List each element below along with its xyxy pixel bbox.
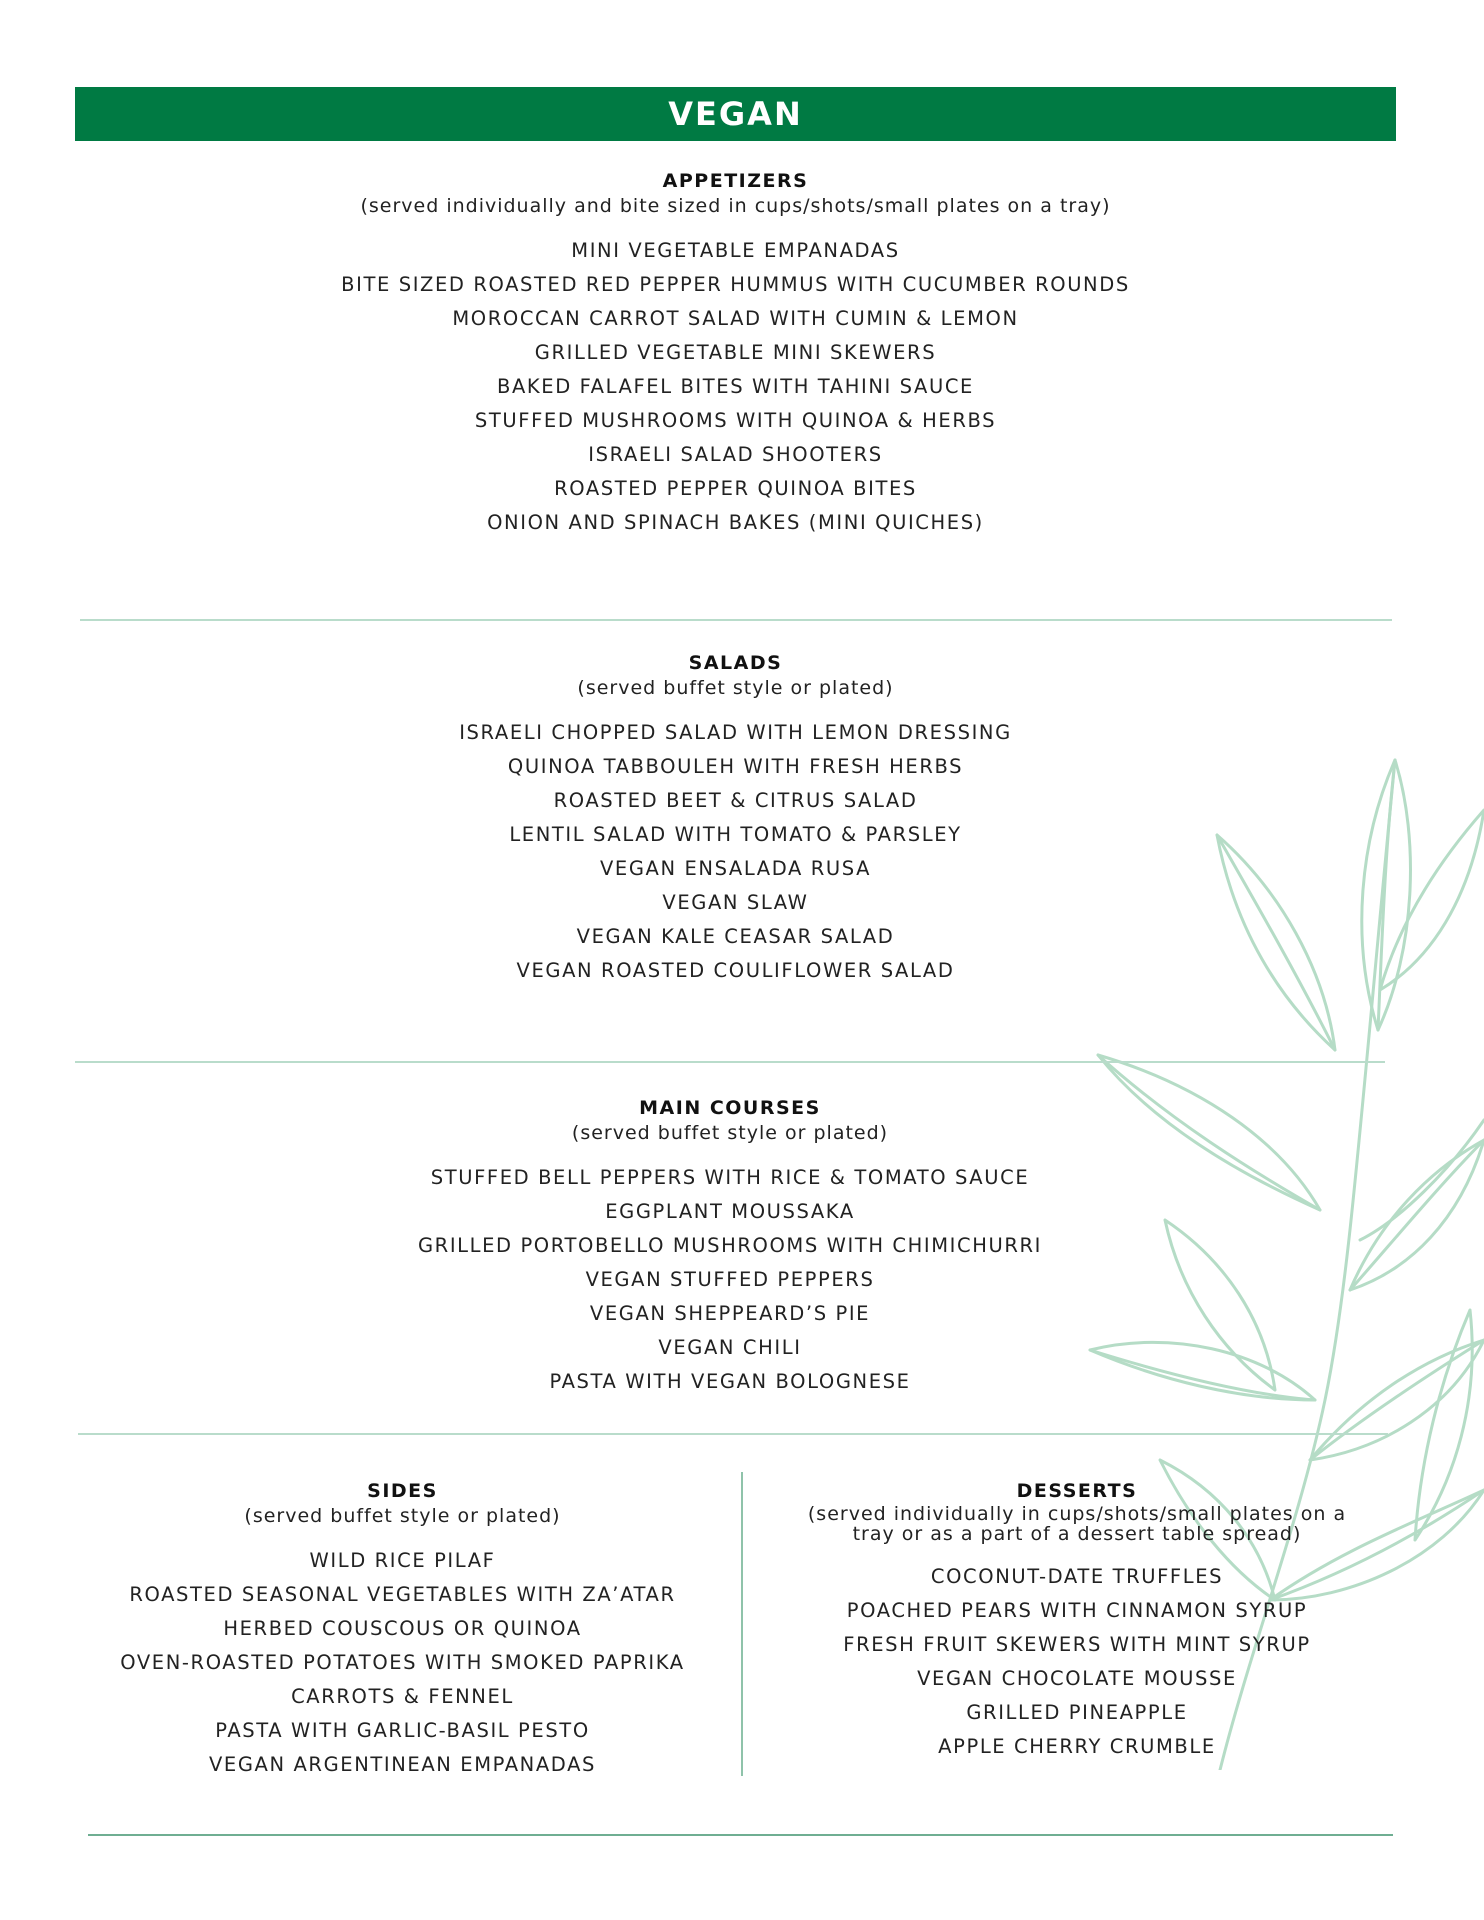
menu-item: CARROTS & FENNEL xyxy=(291,1685,514,1708)
menu-item: POACHED PEARS WITH CINNAMON SYRUP xyxy=(846,1599,1308,1622)
menu-item: BITE SIZED ROASTED RED PEPPER HUMMUS WITH CUCUMBER ROUNDS xyxy=(341,273,1130,296)
menu-item: FRESH FRUIT SKEWERS WITH MINT SYRUP xyxy=(843,1633,1311,1656)
menu-item: VEGAN CHOCOLATE MOUSSE xyxy=(917,1667,1237,1690)
divider xyxy=(75,1061,1385,1063)
appetizers-list xyxy=(75,234,1396,540)
menu-title: VEGAN xyxy=(668,95,803,133)
salads-subtitle: (served buffet style or plated) xyxy=(577,677,894,699)
menu-item: APPLE CHERRY CRUMBLE xyxy=(938,1735,1216,1758)
menu-item: ROASTED PEPPER QUINOA BITES xyxy=(554,477,917,500)
menu-item: PASTA WITH GARLIC-BASIL PESTO xyxy=(215,1719,590,1742)
desserts-subtitle-line: (served individually in cups/shots/small plates on a xyxy=(807,1503,1347,1525)
appetizers-subtitle: (served individually and bite sized in cups/shots/small plates on a tray) xyxy=(360,195,1111,217)
menu-item: GRILLED VEGETABLE MINI SKEWERS xyxy=(534,341,937,364)
appetizers-section xyxy=(75,168,1396,540)
menu-item: COCONUT-DATE TRUFFLES xyxy=(930,1565,1224,1588)
menu-item: BAKED FALAFEL BITES WITH TAHINI SAUCE xyxy=(497,375,974,398)
main-courses-subtitle: (served buffet style or plated) xyxy=(571,1122,889,1144)
desserts-subtitle xyxy=(762,1504,1392,1544)
sides-title: SIDES xyxy=(367,1480,438,1502)
menu-item: ROASTED SEASONAL VEGETABLES WITH ZA’ATAR xyxy=(129,1583,676,1606)
menu-item: WILD RICE PILAF xyxy=(309,1549,496,1572)
menu-item: LENTIL SALAD WITH TOMATO & PARSLEY xyxy=(509,823,962,846)
divider xyxy=(78,1433,1388,1435)
menu-item: VEGAN SHEPPEARD’S PIE xyxy=(589,1302,871,1325)
divider xyxy=(80,619,1392,621)
leaf-shape xyxy=(1415,1310,1472,1540)
desserts-section xyxy=(762,1478,1392,1764)
menu-item: HERBED COUSCOUS OR QUINOA xyxy=(223,1617,582,1640)
menu-item: MOROCCAN CARROT SALAD WITH CUMIN & LEMON xyxy=(452,307,1019,330)
main-courses-section xyxy=(60,1095,1400,1399)
menu-item: QUINOA TABBOULEH WITH FRESH HERBS xyxy=(507,755,964,778)
menu-item: MINI VEGETABLE EMPANADAS xyxy=(571,239,900,262)
desserts-title: DESSERTS xyxy=(1016,1480,1138,1502)
appetizers-title: APPETIZERS xyxy=(662,170,809,192)
menu-item: VEGAN KALE CEASAR SALAD xyxy=(576,925,895,948)
menu-item: GRILLED PINEAPPLE xyxy=(966,1701,1188,1724)
main-courses-title: MAIN COURSES xyxy=(639,1097,821,1119)
salads-section xyxy=(75,650,1396,988)
sides-list xyxy=(80,1544,725,1782)
menu-item: GRILLED PORTOBELLO MUSHROOMS WITH CHIMICHURRI xyxy=(417,1234,1043,1257)
menu-banner xyxy=(75,87,1396,141)
bottom-divider xyxy=(88,1834,1393,1836)
menu-item: OVEN-ROASTED POTATOES WITH SMOKED PAPRIKA xyxy=(120,1651,685,1674)
menu-item: ISRAELI SALAD SHOOTERS xyxy=(588,443,883,466)
salads-list xyxy=(75,716,1396,988)
menu-item: VEGAN ARGENTINEAN EMPANADAS xyxy=(208,1753,596,1776)
menu-item: PASTA WITH VEGAN BOLOGNESE xyxy=(549,1370,911,1393)
menu-item: STUFFED BELL PEPPERS WITH RICE & TOMATO SAUCE xyxy=(430,1166,1030,1189)
menu-item: STUFFED MUSHROOMS WITH QUINOA & HERBS xyxy=(474,409,997,432)
salads-title: SALADS xyxy=(688,652,783,674)
menu-item: VEGAN SLAW xyxy=(662,891,809,914)
menu-item: EGGPLANT MOUSSAKA xyxy=(605,1200,855,1223)
column-divider xyxy=(741,1472,743,1776)
menu-item: ONION AND SPINACH BAKES (MINI QUICHES) xyxy=(487,511,984,534)
desserts-subtitle-line: tray or as a part of a dessert table spread) xyxy=(852,1523,1302,1545)
menu-item: VEGAN CHILI xyxy=(658,1336,802,1359)
menu-item: ROASTED BEET & CITRUS SALAD xyxy=(553,789,918,812)
sides-section xyxy=(80,1478,725,1782)
menu-item: ISRAELI CHOPPED SALAD WITH LEMON DRESSING xyxy=(459,721,1012,744)
main-courses-list xyxy=(60,1161,1400,1399)
menu-item: VEGAN STUFFED PEPPERS xyxy=(585,1268,875,1291)
sides-subtitle: (served buffet style or plated) xyxy=(244,1505,561,1527)
menu-item: VEGAN ROASTED COULIFLOWER SALAD xyxy=(516,959,955,982)
menu-item: VEGAN ENSALADA RUSA xyxy=(599,857,872,880)
desserts-list xyxy=(762,1560,1392,1764)
